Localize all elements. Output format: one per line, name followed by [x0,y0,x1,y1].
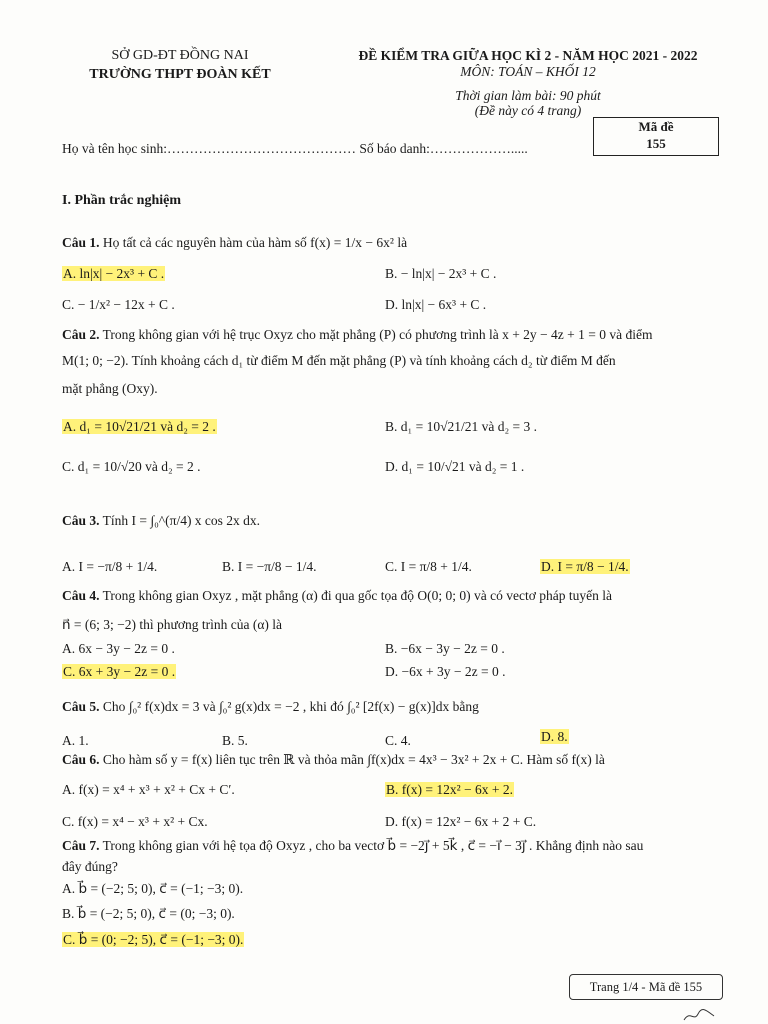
question-stem: Tính I = ∫₀^(π/4) x cos 2x dx. [102,513,261,528]
question-6 [62,751,605,769]
question-2-stem-3: mặt phẳng (Oxy). [62,381,158,396]
option-3c[interactable]: C. I = π/8 + 1/4. [385,559,472,574]
option-7b[interactable]: B. b⃗ = (−2; 5; 0), c⃗ = (0; −3; 0). [62,906,235,921]
question-2-stem-2: M(1; 0; −2). Tính khoảng cách d₁ từ điểm M đến mặt phẳng (P) và tính khoảng cách d₂ từ điểm M đến [62,353,616,368]
question-label: Câu 5. [62,699,100,714]
question-label: Câu 6. [62,752,100,767]
section-title: I. Phần trắc nghiệm [62,193,181,208]
question-stem: Họ tất cả các nguyên hàm của hàm số f(x) = 1/x − 6x² là [102,235,408,250]
question-7 [62,837,643,855]
question-1 [62,234,407,252]
option-5c[interactable]: C. 4. [385,733,411,748]
signature-mark [680,1004,720,1024]
exam-pages: (Đề này có 4 trang) [474,103,582,118]
option-2c[interactable]: C. d₁ = 10/√20 và d₂ = 2 . [62,459,201,474]
question-3 [62,512,260,530]
question-stem: Trong không gian với hệ tọa độ Oxyz , cho ba vectơ b⃗ = −2j⃗ + 5k⃗ , c⃗ = −i⃗ − 3j⃗ . Khẳng định nào sau [102,838,644,853]
option-6a[interactable]: A. f(x) = x⁴ + x³ + x² + Cx + C′. [62,782,235,797]
department: SỞ GD-ĐT ĐỒNG NAI [111,48,249,63]
option-5a[interactable]: A. 1. [62,733,89,748]
question-label: Câu 2. [62,327,100,342]
exam-code: 155 [646,136,666,151]
option-5d[interactable]: D. 8. [541,729,568,744]
option-4a[interactable]: A. 6x − 3y − 2z = 0 . [62,641,175,656]
option-1d[interactable]: D. ln|x| − 6x³ + C . [385,297,487,312]
option-7a[interactable]: A. b⃗ = (−2; 5; 0), c⃗ = (−1; −3; 0). [62,881,244,896]
option-4d[interactable]: D. −6x + 3y − 2z = 0 . [385,664,506,679]
question-stem: Cho hàm số y = f(x) liên tục trên ℝ và thỏa mãn ∫f(x)dx = 4x³ − 3x² + 2x + C. Hàm số f(x) là [102,752,605,767]
option-6b[interactable]: B. f(x) = 12x² − 6x + 2. [386,782,514,797]
option-2d[interactable]: D. d₁ = 10/√21 và d₂ = 1 . [385,459,525,474]
option-6c[interactable]: C. f(x) = x⁴ − x³ + x² + Cx. [62,814,208,829]
question-5 [62,698,479,716]
question-4-stem-2: n⃗ = (6; 3; −2) thì phương trình của (α) là [62,617,283,632]
student-info-line: Họ và tên học sinh:…………………………………… Số báo danh:………………..... [62,141,528,156]
option-5b[interactable]: B. 5. [222,733,248,748]
exam-title: ĐỀ KIỂM TRA GIỮA HỌC KÌ 2 - NĂM HỌC 2021 - 2022 [358,48,698,63]
option-7c[interactable]: C. b⃗ = (0; −2; 5), c⃗ = (−1; −3; 0). [63,932,244,947]
question-label: Câu 1. [62,235,100,250]
exam-code-box [593,117,719,156]
question-7-stem-2: đây đúng? [62,859,118,874]
exam-time: Thời gian làm bài: 90 phút [455,88,601,103]
school-name: TRƯỜNG THPT ĐOÀN KẾT [89,67,271,82]
option-1b[interactable]: B. − ln|x| − 2x³ + C . [385,266,497,281]
question-4 [62,587,612,605]
question-label: Câu 4. [62,588,100,603]
question-stem: Cho ∫₀² f(x)dx = 3 và ∫₀² g(x)dx = −2 , khi đó ∫₀² [2f(x) − g(x)]dx bằng [102,699,479,714]
option-4b[interactable]: B. −6x − 3y − 2z = 0 . [385,641,505,656]
option-6d[interactable]: D. f(x) = 12x² − 6x + 2 + C. [385,814,537,829]
option-3a[interactable]: A. I = −π/8 + 1/4. [62,559,158,574]
option-2a[interactable]: A. d₁ = 10√21/21 và d₂ = 2 . [63,419,216,434]
page-footer: Trang 1/4 - Mã đề 155 [569,974,723,1000]
option-3b[interactable]: B. I = −π/8 − 1/4. [222,559,317,574]
question-label: Câu 3. [62,513,100,528]
option-3d[interactable]: D. I = π/8 − 1/4. [541,559,629,574]
option-2b[interactable]: B. d₁ = 10√21/21 và d₂ = 3 . [385,419,538,434]
option-1a[interactable]: A. ln|x| − 2x³ + C . [63,266,165,281]
question-stem: Trong không gian Oxyz , mặt phẳng (α) đi qua gốc tọa độ O(0; 0; 0) và có vectơ pháp tuyến là [102,588,613,603]
exam-code-label: Mã đề [638,119,674,134]
question-stem: Trong không gian với hệ trục Oxyz cho mặt phẳng (P) có phương trình là x + 2y − 4z + 1 = 0 và điểm [102,327,653,342]
option-1c[interactable]: C. − 1/x² − 12x + C . [62,297,175,312]
option-4c[interactable]: C. 6x + 3y − 2z = 0 . [63,664,176,679]
exam-subject: MÔN: TOÁN – KHỐI 12 [460,64,596,79]
question-2 [62,326,653,344]
question-label: Câu 7. [62,838,100,853]
